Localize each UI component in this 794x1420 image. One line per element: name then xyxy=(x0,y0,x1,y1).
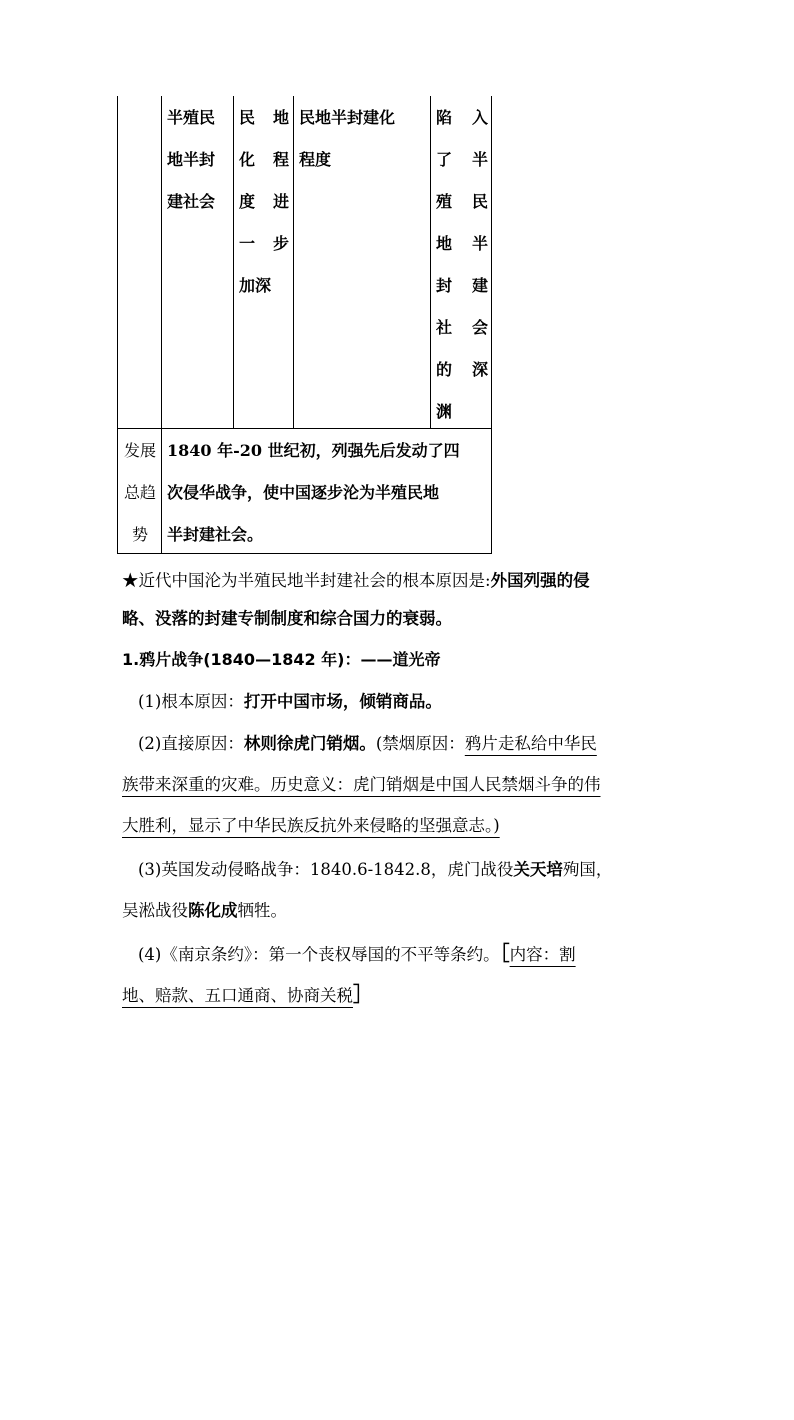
underlined-text: 鸦片走私给中华民 xyxy=(464,734,597,753)
table-cell-degree xyxy=(239,97,289,307)
item-treaty-line-2 xyxy=(122,973,373,1017)
underlined-text: 内容：割 xyxy=(509,945,576,964)
heading-number: 1. xyxy=(122,650,140,669)
cell-line: 总趋 xyxy=(123,483,156,502)
table-cell-society xyxy=(167,97,229,223)
cell-line: 半殖民 xyxy=(167,108,216,127)
cell-line: 化 程 xyxy=(239,150,289,169)
underlined-text: 大胜利，显示了中华民族反抗外来侵略的坚强意志。) xyxy=(122,816,500,835)
table-cell-trend-text xyxy=(167,430,489,556)
item-emphasis: 陈化成 xyxy=(188,901,238,920)
intro-text: ★近代中国沦为半殖民地半封建社会的根本原因是: xyxy=(122,571,491,590)
item-war-line-2 xyxy=(122,890,287,932)
intro-line-2: 略、没落的封建专制制度和综合国力的衰弱。 xyxy=(122,609,452,628)
cell-line: 加深 xyxy=(239,276,272,295)
heading-text: 鸦片战争(1840—1842 年)：——道光帝 xyxy=(139,650,441,669)
bracket-close: ］ xyxy=(353,982,373,1006)
table-divider xyxy=(430,96,431,428)
item-war xyxy=(138,849,612,891)
item-text: 殉国， xyxy=(562,860,613,879)
item-direct-cause xyxy=(138,723,597,765)
cell-line: 势 xyxy=(131,525,148,544)
item-emphasis: 打开中国市场，倾销商品。 xyxy=(243,692,442,711)
item-text: 吴淞战役 xyxy=(122,901,188,920)
table-cell-result: 陷 入 了 半 殖 民 地 半 封 建 社 会 的 深 渊 xyxy=(436,108,488,421)
item-label: (1)根本原因： xyxy=(138,692,244,711)
item-direct-cause-line-3 xyxy=(122,805,500,847)
cell-line: 民 地 xyxy=(239,108,289,127)
table-divider xyxy=(293,96,294,428)
section-heading xyxy=(122,639,440,681)
table-border-left xyxy=(117,96,118,554)
item-text: 牺牲。 xyxy=(237,901,287,920)
table-cell-process xyxy=(299,97,427,181)
item-paren: (禁烟原因： xyxy=(375,734,465,753)
item-emphasis: 林则徐虎门销烟。 xyxy=(243,734,376,753)
cell-line: 一 步 xyxy=(239,234,289,253)
cell-line: 半封建社会。 xyxy=(167,525,264,544)
cell-line: 度 进 xyxy=(239,192,289,211)
underlined-text: 地、赔款、五口通商、协商关税 xyxy=(122,986,353,1005)
item-label: (4)《南京条约》：第一个丧权辱国的不平等条约。 xyxy=(138,945,500,964)
cell-line: 次侵华战争，使中国逐步沦为半殖民地 xyxy=(167,483,440,502)
item-root-cause xyxy=(138,681,442,723)
item-emphasis: 关天培 xyxy=(513,860,563,879)
intro-line-1 xyxy=(122,560,590,602)
cell-line: 1840 年-20 世纪初，列强先后发动了四 xyxy=(167,441,460,460)
bracket-open: ［ xyxy=(499,941,510,965)
table-cell-trend-label xyxy=(121,430,159,556)
intro-emphasis: 外国列强的侵 xyxy=(490,571,590,590)
table-divider xyxy=(161,96,162,554)
item-treaty xyxy=(138,932,576,976)
cell-line: 地半封 xyxy=(167,150,216,169)
cell-line: 程度 xyxy=(299,150,332,169)
cell-line: 发展 xyxy=(123,441,156,460)
item-label: (3)英国发动侵略战争：1840.6-1842.8，虎门战役 xyxy=(138,860,514,879)
cell-line: 民地半封建化 xyxy=(299,108,396,127)
underlined-text: 族带来深重的灾难。历史意义：虎门销烟是中国人民禁烟斗争的伟 xyxy=(122,775,601,794)
item-direct-cause-line-2 xyxy=(122,764,601,806)
table-border-right xyxy=(491,96,492,554)
notes-body xyxy=(122,560,682,1420)
cell-line: 建社会 xyxy=(167,192,216,211)
table-divider xyxy=(233,96,234,428)
item-label: (2)直接原因： xyxy=(138,734,244,753)
